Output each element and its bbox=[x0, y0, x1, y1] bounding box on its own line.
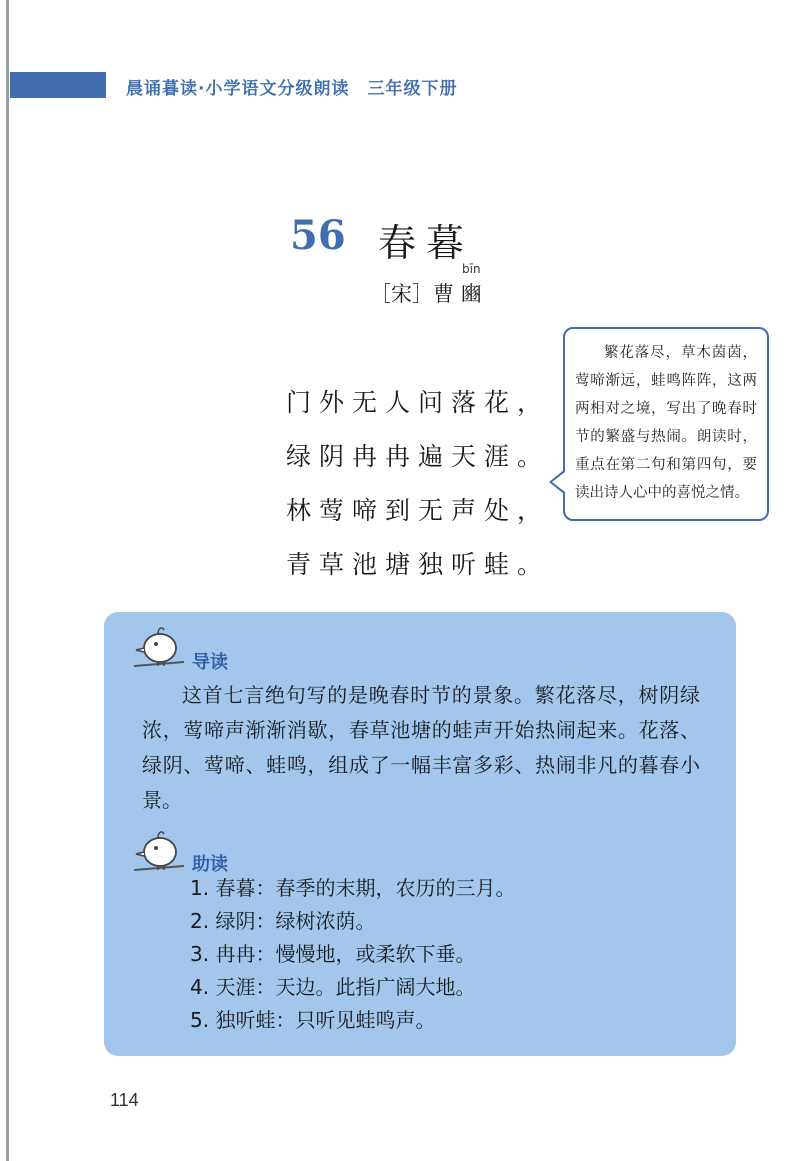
glossary-item: 5. 独听蛙：只听见蛙鸣声。 bbox=[190, 1008, 436, 1032]
guide-text: 这首七言绝句写的是晚春时节的景象。繁花落尽，树阴绿浓，莺啼声渐渐消歇，春草池塘的蛙声开始热闹起来。花落、绿阴、莺啼、蛙鸣，组成了一幅丰富多彩、热闹非凡的暮春小景。 bbox=[142, 683, 700, 812]
poem-line: 绿阴冉冉遍天涯。 bbox=[286, 442, 551, 471]
glossary-item: 3. 冉冉：慢慢地，或柔软下垂。 bbox=[190, 942, 476, 966]
author-name: 曹 bbox=[433, 282, 454, 306]
reading-tip-bubble bbox=[563, 327, 769, 521]
glossary-item: 4. 天涯：天边。此指广阔大地。 bbox=[190, 975, 476, 999]
page-number: 114 bbox=[110, 1090, 139, 1110]
reading-tip-text: 繁花落尽，草木茵茵，莺啼渐远，蛙鸣阵阵，这两两相对之境，写出了晚春时节的繁盛与热闹。朗读时，重点在第二句和第四句，要读出诗人心中的喜悦之情。 bbox=[575, 345, 757, 501]
lesson-number: 56 bbox=[290, 212, 346, 259]
glossary-item: 2. 绿阴：绿树浓荫。 bbox=[190, 909, 376, 933]
helper-label: 助读 bbox=[192, 854, 228, 875]
poem-title: 春暮 bbox=[378, 221, 475, 265]
glossary-list bbox=[190, 872, 515, 1037]
glossary-item: 1. 春暮：春季的末期，农历的三月。 bbox=[190, 876, 516, 900]
guide-label: 导读 bbox=[192, 652, 228, 673]
page-edge-rule bbox=[6, 0, 9, 1161]
author-name-rare-char: 豳 bbox=[460, 282, 482, 306]
bird-icon bbox=[128, 826, 188, 876]
running-header: 晨诵暮读·小学语文分级朗读 三年级下册 bbox=[126, 79, 458, 99]
poem-line: 门外无人问落花， bbox=[286, 388, 551, 417]
poem-line: 青草池塘独听蛙。 bbox=[286, 550, 551, 579]
bird-icon bbox=[128, 622, 188, 672]
author-pinyin: bīn bbox=[462, 262, 481, 276]
author-line bbox=[370, 278, 482, 308]
poem-line: 林莺啼到无声处， bbox=[286, 496, 551, 525]
dynasty: ［宋］ bbox=[370, 282, 433, 306]
header-color-bar bbox=[10, 72, 106, 98]
note-bubble-tail-fill bbox=[552, 472, 565, 492]
